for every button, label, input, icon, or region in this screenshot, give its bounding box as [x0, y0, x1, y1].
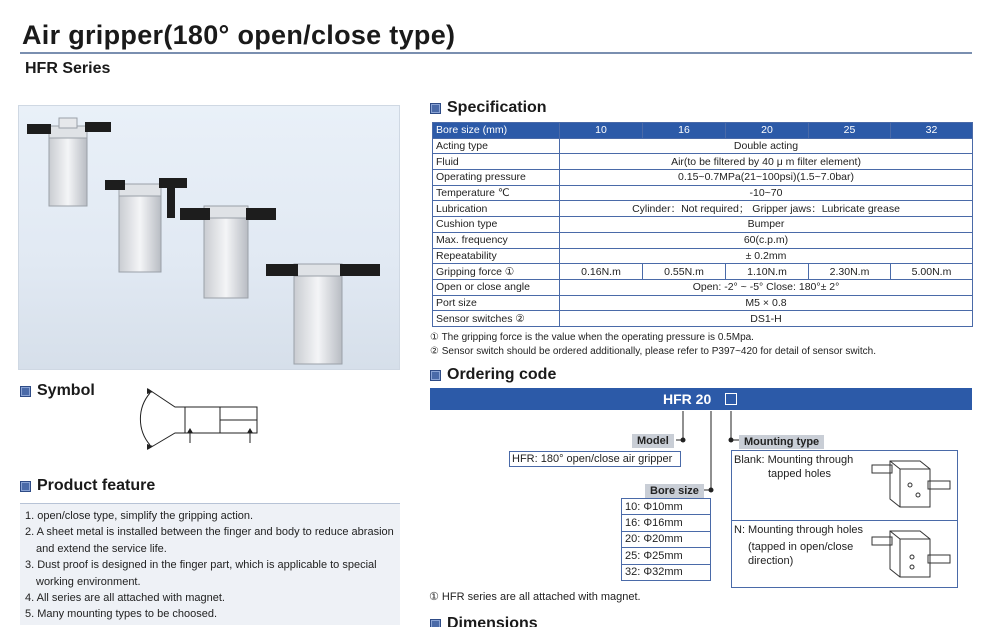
spec-row: [433, 295, 973, 311]
section-bullet-icon: [430, 370, 441, 381]
spec-row: [433, 311, 973, 327]
spec-row: [433, 185, 973, 201]
symbol-heading-text: Symbol: [37, 382, 95, 399]
ordering-code-heading-text: Ordering code: [447, 366, 557, 383]
spec-bore: 25: [809, 123, 891, 139]
spec-row: [433, 138, 973, 154]
spec-label: Open or close angle: [433, 279, 560, 295]
product-feature-list: [20, 503, 400, 625]
spec-row: [433, 217, 973, 233]
feature-item: 3. Dust proof is designed in the finger part, which is applicable to special: [25, 559, 377, 572]
section-bullet-icon: [430, 619, 441, 627]
spec-value: Double acting: [560, 138, 973, 154]
gripper-symbol-icon: [130, 385, 270, 460]
section-bullet-icon: [20, 386, 31, 397]
spec-notes: [430, 331, 876, 358]
spec-row: [433, 248, 973, 264]
spec-row: [433, 154, 973, 170]
mounting-type-label: Mounting type: [739, 435, 824, 449]
symbol-heading: [20, 382, 95, 400]
spec-label: Operating pressure: [433, 170, 560, 186]
spec-header-label: Bore size (mm): [433, 123, 560, 139]
spec-note: ② Sensor switch should be ordered additionally, please refer to P397~420 for detail of sensor switch.: [430, 345, 876, 357]
pneumatic-symbol: [130, 385, 270, 460]
spec-value: ± 0.2mm: [560, 248, 973, 264]
spec-bore: 32: [891, 123, 973, 139]
mount-n-line2: (tapped in open/close: [748, 541, 854, 553]
spec-value: M5 × 0.8: [560, 295, 973, 311]
spec-label: Repeatability: [433, 248, 560, 264]
title-divider: [20, 52, 972, 54]
spec-label: Sensor switches ②: [433, 311, 560, 327]
spec-value: 5.00N.m: [891, 264, 973, 280]
bore-option: 25: Φ25mm: [622, 548, 711, 564]
spec-note: ① The gripping force is the value when the operating pressure is 0.5Mpa.: [430, 332, 754, 343]
spec-row: [433, 264, 973, 280]
product-feature-heading-text: Product feature: [37, 477, 156, 494]
spec-label: Cushion type: [433, 217, 560, 233]
spec-row: [433, 279, 973, 295]
mounting-n-drawing-icon: [868, 525, 953, 585]
spec-label: Fluid: [433, 154, 560, 170]
bore-option: 32: Φ32mm: [622, 564, 711, 580]
series-name: HFR Series: [25, 60, 111, 77]
spec-bore: 16: [643, 123, 726, 139]
dimensions-heading: [430, 615, 538, 627]
bore-option: 16: Φ16mm: [622, 515, 711, 531]
feature-item: 1. open/close type, simplify the gripping action.: [25, 510, 254, 522]
spec-value: Cylinder：Not required； Gripper jaws：Lubricate grease: [560, 201, 973, 217]
feature-item: 2. A sheet metal is installed between the finger and body to reduce abrasion: [25, 526, 394, 539]
feature-item: 4. All series are all attached with magnet.: [25, 592, 225, 605]
model-label: Model: [632, 434, 674, 448]
bore-size-table: [621, 498, 711, 581]
spec-value: Bumper: [560, 217, 973, 233]
ordering-code-value: HFR 20: [663, 391, 712, 407]
mount-n-line1: N: Mounting through holes: [734, 524, 864, 536]
spec-bore: 10: [560, 123, 643, 139]
spec-label: Temperature ℃: [433, 185, 560, 201]
spec-value: 0.55N.m: [643, 264, 726, 280]
spec-value: 0.16N.m: [560, 264, 643, 280]
spec-label: Gripping force ①: [433, 264, 560, 280]
mount-blank-line1: Blank: Mounting through: [734, 454, 854, 466]
dimensions-heading-text: Dimensions: [447, 615, 538, 627]
spec-label: Port size: [433, 295, 560, 311]
spec-value: DS1-H: [560, 311, 973, 327]
spec-header-row: [433, 123, 973, 139]
bore-size-label: Bore size: [645, 484, 704, 498]
product-photo: [18, 105, 400, 370]
page-title: Air gripper(180° open/close type): [22, 20, 456, 50]
spec-bore: 20: [726, 123, 809, 139]
spec-value: 60(c.p.m): [560, 232, 973, 248]
specification-table: [432, 122, 973, 327]
spec-value: 0.15~0.7MPa(21~100psi)(1.5~7.0bar): [560, 170, 973, 186]
specification-heading-text: Specification: [447, 99, 547, 116]
section-bullet-icon: [430, 103, 441, 114]
spec-value: 2.30N.m: [809, 264, 891, 280]
mounting-blank-drawing-icon: [868, 455, 953, 515]
spec-label: Max. frequency: [433, 232, 560, 248]
gripper-illustration: [19, 106, 400, 370]
spec-value: 1.10N.m: [726, 264, 809, 280]
bore-option: 10: Φ10mm: [622, 499, 711, 515]
spec-row: [433, 170, 973, 186]
feature-item: working environment.: [36, 575, 141, 588]
spec-row: [433, 201, 973, 217]
feature-item: 5. Many mounting types to be choosed.: [25, 608, 218, 621]
bore-option: 20: Φ20mm: [622, 531, 711, 547]
ordering-code-heading: [430, 366, 556, 384]
spec-value: -10~70: [560, 185, 973, 201]
specification-heading: [430, 99, 547, 117]
model-value: HFR: 180° open/close air gripper: [509, 451, 681, 467]
product-feature-heading: [20, 477, 155, 495]
mount-blank-line2: tapped holes: [768, 468, 831, 480]
mounting-code-box: [725, 393, 737, 405]
feature-item: and extend the service life.: [36, 542, 167, 555]
spec-value: Air(to be filtered by 40 μ m filter element): [560, 154, 973, 170]
section-bullet-icon: [20, 481, 31, 492]
spec-value: Open: -2° ~ -5° Close: 180°± 2°: [560, 279, 973, 295]
spec-label: Lubrication: [433, 201, 560, 217]
mounting-divider: [731, 520, 958, 521]
spec-row: [433, 232, 973, 248]
magnet-note: ① HFR series are all attached with magnet.: [429, 591, 641, 603]
mount-n-line3: direction): [748, 555, 794, 567]
spec-label: Acting type: [433, 138, 560, 154]
